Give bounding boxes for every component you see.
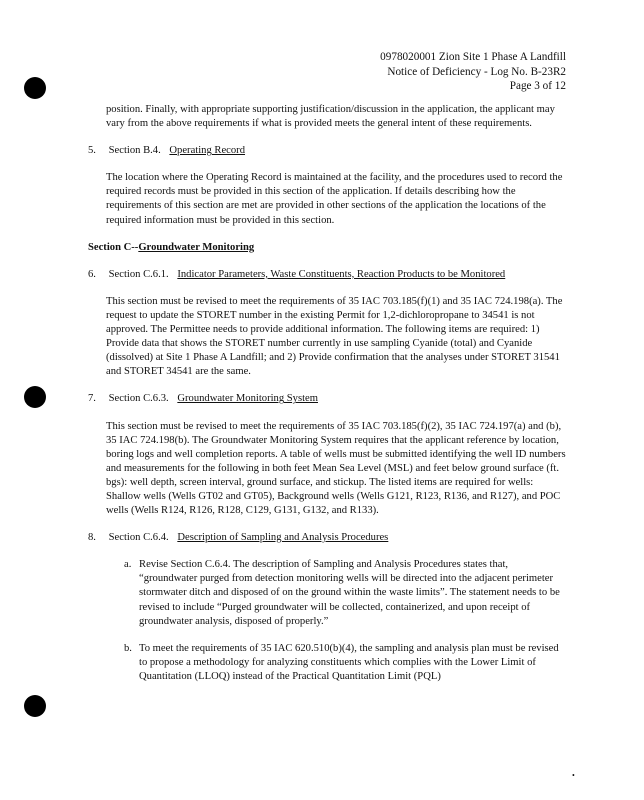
item-8-number: 8. — [88, 532, 96, 544]
header-log-line: Notice of Deficiency - Log No. B-23R2 — [387, 65, 566, 78]
item-8a-text: Revise Section C.6.4. The description of Sampling and Analysis Procedures states that, “groundwater purged from detection monitoring wells will be directed into the adjacent perimeter stormwater ditch and disposed of on the ground within the waste limits”. The statement needs to be revised to include “Purged groundwater will be collected, containerized, and upon receipt of groundwater analysis, disposed of properly.” — [139, 559, 560, 627]
item-8-title: Description of Sampling and Analysis Procedures — [177, 532, 389, 544]
stray-mark: • — [572, 771, 575, 780]
section-c-heading — [88, 241, 568, 255]
header-site-line: 0978020001 Zion Site 1 Phase A Landfill — [380, 51, 566, 63]
item-8b — [124, 642, 568, 684]
item-5-paragraph: The location where the Operating Record is maintained at the facility, and the procedures used to record the required records must be provided in this section of the application. If details describing how the requirements of this section are met are provided in other sections of the application the locations of the required information must be provided in this section. — [106, 172, 563, 226]
page-header — [380, 50, 566, 94]
item-8b-label: b. — [124, 642, 132, 654]
item-8-section-ref: Section C.6.4. — [108, 532, 169, 544]
item-6-heading — [88, 268, 568, 282]
item-8a-label: a. — [124, 559, 132, 571]
item-8-heading — [88, 531, 568, 545]
header-page-line: Page 3 of 12 — [509, 80, 566, 92]
item-7-number: 7. — [88, 393, 96, 405]
item-6-section-ref: Section C.6.1. — [108, 268, 169, 280]
item-5-title: Operating Record — [169, 145, 246, 157]
section-c-prefix: Section C-- — [88, 241, 139, 253]
item-6-title: Indicator Parameters, Waste Constituents, Reaction Products to be Monitored — [177, 268, 506, 280]
item-8b-text: To meet the requirements of 35 IAC 620.510(b)(4), the sampling and analysis plan must be revised to propose a methodology for analyzing constituents which complies with the Lower Limit of Quantitation (LLOQ) instead of the Practical Quantitation Limit (PQL) — [139, 642, 559, 682]
item-7-section-ref: Section C.6.3. — [108, 393, 169, 405]
item-5-number: 5. — [88, 145, 96, 157]
punch-hole-bottom — [24, 695, 46, 717]
item-5-section-ref: Section B.4. — [108, 145, 161, 157]
item-6-paragraph: This section must be revised to meet the requirements of 35 IAC 703.185(f)(1) and 35 IAC 724.198(a). The request to update the STORET number in the existing Permit for 1,2-dichloropropane to 34541 is not approved. The Permittee needs to provide additional information. The following items are required: 1) Provide data that shows the STORET number currently in use sampling Cyanide (total) and Cyanide (dissolved) at Site 1 Phase A Landfill; and 2) Provide confirmation that the analyses under STORET 31541 and STORET 34541 are the same. — [106, 295, 563, 378]
punch-hole-top — [24, 77, 46, 99]
item-5-heading — [88, 144, 568, 158]
item-8a — [124, 558, 568, 628]
item-7-heading — [88, 392, 568, 406]
punch-hole-middle — [24, 386, 46, 408]
item-7-title: Groundwater Monitoring System — [177, 393, 318, 405]
document-body — [88, 103, 568, 697]
intro-paragraph: position. Finally, with appropriate supporting justification/discussion in the application, the applicant may vary from the above requirements if what is provided meets the general intent of these requirements. — [106, 104, 555, 130]
section-c-title: Groundwater Monitoring — [138, 241, 255, 253]
item-7-paragraph: This section must be revised to meet the requirements of 35 IAC 703.185(f)(2), 35 IAC 724.197(a) and (b), 35 IAC 724.198(b). The Groundwater Monitoring System requires that the applicant reference by location, boring logs and well completion reports. A table of wells must be submitted identifying the well ID numbers and measurements for the following in both feet Mean Sea Level (MSL) and feet below ground surface (ft. bgs): well depth, screen interval, ground surface, and stickup. The listed items are required for wells: Shallow wells (Wells GT02 and GT05), Background wells (Wells G121, R123, R136, and R127), and POC wells (Wells R124, R126, R128, C129, G131, G132, and R133). — [106, 420, 566, 517]
item-6-number: 6. — [88, 268, 96, 280]
